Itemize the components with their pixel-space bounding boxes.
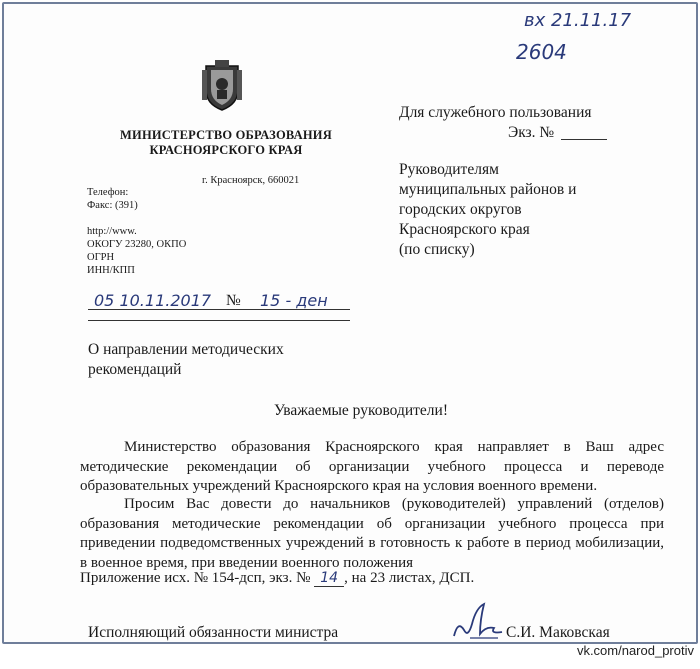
- signatory-name: С.И. Маковская: [506, 624, 610, 641]
- copy-number-line: [561, 139, 607, 140]
- handwritten-outgoing-number: 15 - ден: [260, 291, 328, 310]
- recipient-line-3: городских округов: [399, 201, 522, 218]
- sender-inn: ИНН/КПП: [87, 265, 135, 276]
- handwritten-incoming-number: 2604: [516, 40, 567, 64]
- sender-city: г. Красноярск, 660021: [202, 175, 300, 186]
- document-page: [2, 2, 698, 644]
- attachment-copy-number: 14: [314, 570, 344, 587]
- greeting: Уважаемые руководители!: [274, 402, 448, 419]
- handwritten-signature: [450, 600, 506, 642]
- recipient-line-1: Руководителям: [399, 161, 499, 178]
- outgoing-number-label: №: [226, 292, 241, 309]
- body-paragraph-1: Министерство образования Красноярского края направляет в Ваш адрес методические рекомендации об организации учебного процесса и переводе образовательных учреждений Красноярского края на условия военного времени.: [80, 439, 664, 494]
- copy-number-label: Экз. №: [508, 124, 555, 141]
- outgoing-ref-line-2: [88, 320, 350, 321]
- ministry-line-1: МИНИСТЕРСТВО ОБРАЗОВАНИЯ: [120, 128, 332, 142]
- subject-line-1: О направлении методических: [88, 341, 284, 358]
- sender-okogu: ОКОГУ 23280, ОКПО: [87, 239, 187, 250]
- attachment-prefix: Приложение исх. № 154-дсп, экз. №: [80, 570, 311, 586]
- subject-line-2: рекомендаций: [88, 361, 182, 378]
- handwritten-incoming-date: вх 21.11.17: [524, 10, 632, 31]
- watermark-text: vk.com/narod_protiv: [576, 643, 694, 658]
- restriction-label: Для служебного пользования: [399, 104, 592, 121]
- recipient-line-5: (по списку): [399, 241, 475, 258]
- attachment-suffix: , на 23 листах, ДСП.: [344, 570, 475, 586]
- sender-web: http://www.: [87, 226, 137, 237]
- ministry-name: [102, 128, 350, 158]
- recipient-line-2: муниципальных районов и: [399, 181, 577, 198]
- body-paragraph-2: Просим Вас довести до начальников (руководителей) управлений (отделов) образования методические рекомендации об организации учебного процесса при приведении подведомственных учреждений в готовность к работе в период мобилизации, в военное время, при введении военного положения: [80, 496, 664, 571]
- outgoing-ref-line: [88, 309, 350, 310]
- sender-fax: Факс: (391): [87, 200, 138, 211]
- coat-of-arms-icon: [200, 60, 244, 112]
- recipient-line-4: Красноярского края: [399, 221, 530, 238]
- sender-phone: Телефон:: [87, 187, 129, 198]
- attachment-line: [80, 570, 474, 587]
- signatory-position: Исполняющий обязанности министра: [88, 624, 339, 641]
- ministry-line-2: КРАСНОЯРСКОГО КРАЯ: [149, 143, 303, 157]
- sender-ogrn: ОГРН: [87, 252, 115, 263]
- handwritten-outgoing-date: 05 10.11.2017: [94, 291, 212, 310]
